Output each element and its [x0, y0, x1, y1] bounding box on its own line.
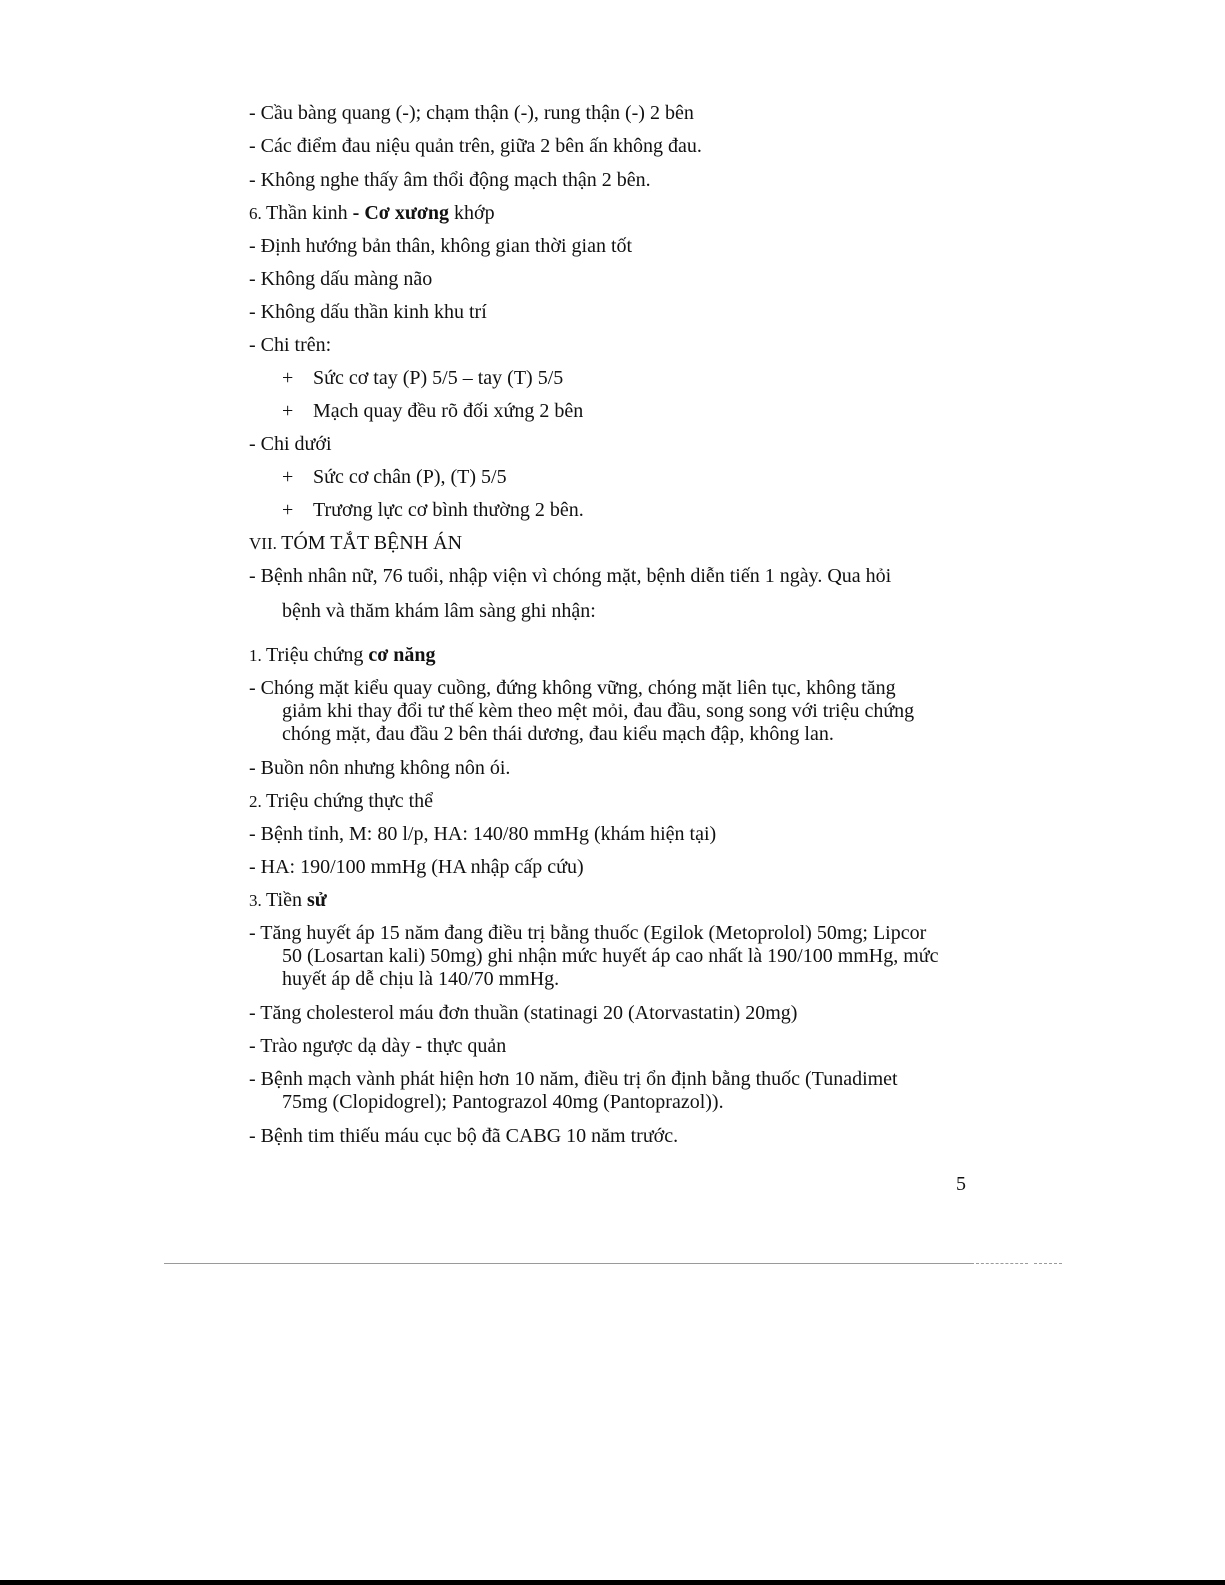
section-number: 3.	[249, 891, 266, 910]
bullet-plus: +	[282, 400, 294, 422]
section-number: 1.	[249, 646, 266, 665]
text-line-hypertension: - Tăng huyết áp 15 năm đang điều trị bằng thuốc (Egilok (Metoprolol) 50mg; Lipcor	[249, 922, 927, 944]
page-divider-dash	[1034, 1263, 1062, 1264]
text-line-vertigo: - Chóng mặt kiểu quay cuồng, đứng không vững, chóng mặt liên tục, không tăng	[249, 677, 896, 699]
text-line-hypertension-cont-2: huyết áp dễ chịu là 140/70 mmHg.	[282, 968, 560, 990]
text-line-coronary-cont: 75mg (Clopidogrel); Pantograzol 40mg (Pantoprazol)).	[282, 1091, 724, 1113]
bullet-plus: +	[282, 367, 294, 389]
text-line-vertigo-cont-1: giảm khi thay đổi tư thế kèm theo mệt mỏi, đau đầu, song song với triệu chứng	[282, 700, 915, 722]
text-line-bladder: - Cầu bàng quang (-); chạm thận (-), rung thận (-) 2 bên	[249, 102, 694, 124]
text-line-upper-limb: - Chi trên:	[249, 334, 332, 356]
bullet-plus: +	[282, 499, 294, 521]
sub-item-muscle-tone: Trương lực cơ bình thường 2 bên.	[313, 499, 584, 521]
text-line-vertigo-cont-2: chóng mặt, đau đầu 2 bên thái dương, đau kiểu mạch đập, không lan.	[282, 723, 834, 745]
text-line-vitals-emergency: - HA: 190/100 mmHg (HA nhập cấp cứu)	[249, 856, 584, 878]
sub-item-radial-pulse: Mạch quay đều rõ đối xứng 2 bên	[313, 400, 584, 422]
text-line-lower-limb: - Chi dưới	[249, 433, 332, 455]
text-line-coronary: - Bệnh mạch vành phát hiện hơn 10 năm, điều trị ổn định bằng thuốc (Tunadimet	[249, 1068, 898, 1090]
text-line-meningeal: - Không dấu màng não	[249, 268, 433, 290]
text-line-renal-bruit: - Không nghe thấy âm thổi động mạch thận 2 bên.	[249, 169, 651, 191]
text-line-focal: - Không dấu thần kinh khu trí	[249, 301, 487, 323]
section-heading-functional-symptoms: 1. Triệu chứng cơ năng	[249, 644, 436, 666]
bottom-edge-bar	[0, 1580, 1225, 1585]
text-line-ureter: - Các điểm đau niệu quản trên, giữa 2 bên ấn không đau.	[249, 135, 702, 157]
section-heading-neuro: 6. Thần kinh - Cơ xương khớp	[249, 202, 495, 224]
text-line-hypertension-cont-1: 50 (Losartan kali) 50mg) ghi nhận mức huyết áp cao nhất là 190/100 mmHg, mức	[282, 945, 939, 967]
section-heading-physical-signs: 2. Triệu chứng thực thể	[249, 790, 434, 812]
sub-item-leg-strength: Sức cơ chân (P), (T) 5/5	[313, 466, 507, 488]
section-heading-history: 3. Tiền sử	[249, 889, 327, 911]
text-line-cholesterol: - Tăng cholesterol máu đơn thuần (statinagi 20 (Atorvastatin) 20mg)	[249, 1002, 798, 1024]
bullet-plus: +	[282, 466, 294, 488]
section-number: VII.	[249, 534, 282, 553]
text-line-patient-intro: - Bệnh nhân nữ, 76 tuổi, nhập viện vì chóng mặt, bệnh diễn tiến 1 ngày. Qua hỏi	[249, 565, 892, 587]
text-line-vitals-current: - Bệnh tỉnh, M: 80 l/p, HA: 140/80 mmHg (khám hiện tại)	[249, 823, 717, 845]
text-line-patient-intro-cont: bệnh và thăm khám lâm sàng ghi nhận:	[282, 600, 596, 622]
section-number: 6.	[249, 204, 266, 223]
text-line-nausea: - Buồn nôn nhưng không nôn ói.	[249, 757, 511, 779]
sub-item-arm-strength: Sức cơ tay (P) 5/5 – tay (T) 5/5	[313, 367, 564, 389]
section-number: 2.	[249, 792, 266, 811]
page-number: 5	[956, 1173, 966, 1195]
text-line-ischemic-heart: - Bệnh tim thiếu máu cục bộ đã CABG 10 năm trước.	[249, 1125, 679, 1147]
section-heading-summary: VII. TÓM TẮT BỆNH ÁN	[249, 532, 463, 554]
text-line-orientation: - Định hướng bản thân, không gian thời gian tốt	[249, 235, 633, 257]
page-divider-dash	[976, 1263, 1028, 1264]
page-divider	[164, 1263, 974, 1264]
text-line-reflux: - Trào ngược dạ dày - thực quản	[249, 1035, 507, 1057]
